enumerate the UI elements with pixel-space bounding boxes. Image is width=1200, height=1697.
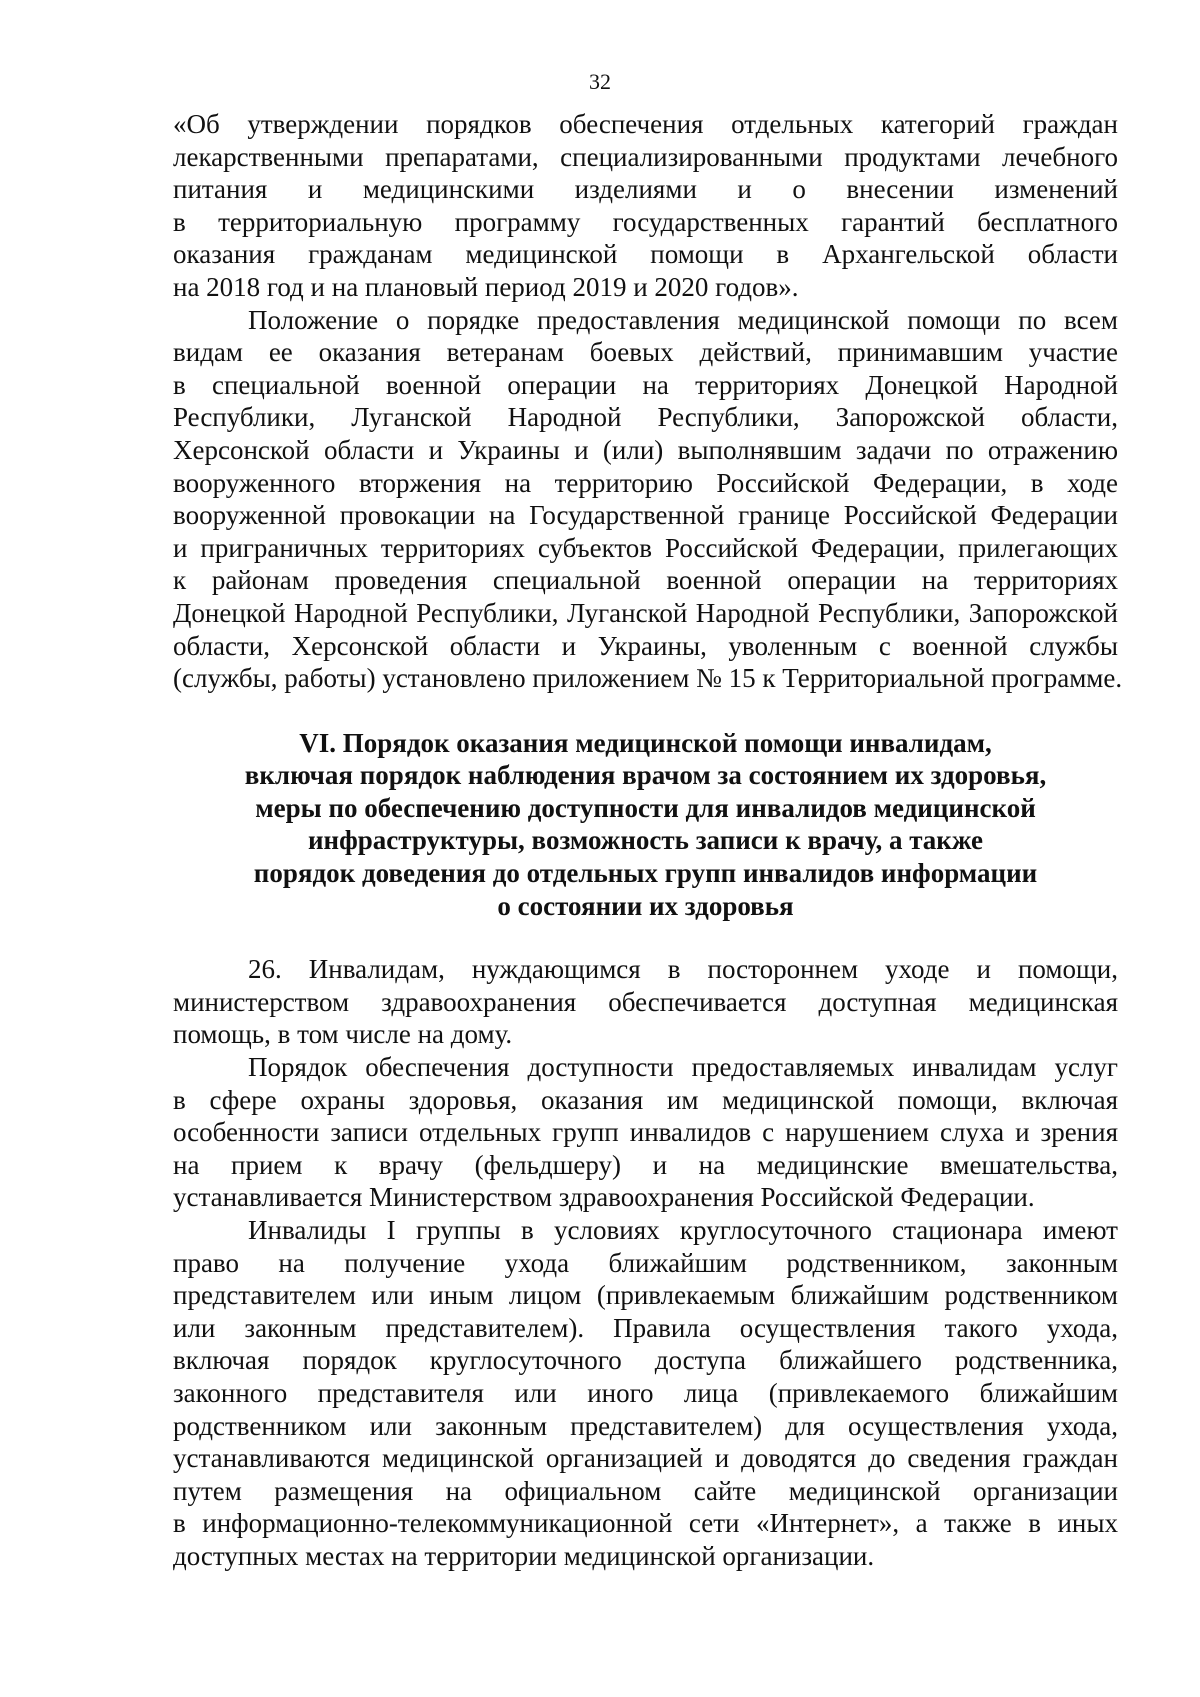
text-line: право на получение ухода ближайшим родственником, законным — [173, 1247, 1118, 1278]
section-heading — [173, 727, 1118, 923]
text-line: доступных местах на территории медицинской организации. — [173, 1540, 875, 1571]
heading-line: включая порядок наблюдения врачом за состоянием их здоровья, — [244, 760, 1047, 791]
text-line: к районам проведения специальной военной операции на территориях — [173, 565, 1118, 596]
text-line: на прием к врачу (фельдшеру) и на медицинские вмешательства, — [173, 1149, 1118, 1180]
paragraph — [173, 1214, 1118, 1573]
heading-line: порядок доведения до отдельных групп инвалидов информации — [253, 858, 1038, 889]
heading-line: о состоянии их здоровья — [497, 890, 794, 921]
paragraph — [173, 304, 1123, 695]
text-line: вооруженного вторжения на территорию Российской Федерации, в ходе — [173, 467, 1118, 498]
text-line: представителем или иным лицом (привлекаемым ближайшим родственником — [173, 1280, 1118, 1311]
text-line: и приграничных территориях субъектов Российской Федерации, прилегающих — [173, 532, 1118, 563]
text-line: «Об утверждении порядков обеспечения отдельных категорий граждан — [173, 109, 1118, 139]
text-line: (службы, работы) установлено приложением № 15 к Территориальной программе. — [173, 663, 1123, 694]
text-line: законного представителя или иного лица (привлекаемого ближайшим — [173, 1377, 1118, 1408]
text-line: оказания гражданам медицинской помощи в Архангельской области — [173, 239, 1118, 270]
text-line: Республики, Луганской Народной Республики, Запорожской области, — [173, 402, 1118, 433]
text-line: или законным представителем). Правила осуществления такого ухода, — [173, 1312, 1118, 1343]
text-line: Порядок обеспечения доступности предоставляемых инвалидам услуг — [248, 1052, 1118, 1083]
paragraph — [173, 108, 1118, 304]
text-line: на 2018 год и на плановый период 2019 и 2020 годов». — [173, 271, 799, 302]
heading-line: VI. Порядок оказания медицинской помощи инвалидам, — [299, 727, 992, 758]
text-line: в территориальную программу государственных гарантий бесплатного — [173, 206, 1118, 237]
text-line: в сфере охраны здоровья, оказания им медицинской помощи, включая — [173, 1084, 1118, 1115]
document-body — [173, 108, 1123, 1573]
text-line: видам ее оказания ветеранам боевых действий, принимавшим участие — [173, 337, 1118, 368]
text-line: Инвалиды I группы в условиях круглосуточного стационара имеют — [248, 1215, 1118, 1245]
text-line: в специальной военной операции на территориях Донецкой Народной — [173, 369, 1118, 400]
text-line: родственником или законным представителем) для осуществления ухода, — [173, 1410, 1118, 1441]
paragraphs-before-heading — [173, 108, 1123, 695]
text-line: вооруженной провокации на Государственной границе Российской Федерации — [173, 500, 1118, 531]
heading-line: меры по обеспечению доступности для инвалидов медицинской — [255, 792, 1036, 823]
text-line: в информационно-телекоммуникационной сети «Интернет», а также в иных — [173, 1508, 1118, 1539]
paragraphs-after-heading — [173, 953, 1118, 1572]
text-line: путем размещения на официальном сайте медицинской организации — [173, 1475, 1118, 1506]
text-line: 26. Инвалидам, нуждающимся в постороннем уходе и помощи, — [248, 954, 1118, 985]
paragraph — [173, 953, 1118, 1051]
text-line: питания и медицинскими изделиями и о внесении изменений — [173, 174, 1118, 205]
text-line: Херсонской области и Украины и (или) выполнявшим задачи по отражению — [173, 434, 1118, 465]
text-line: лекарственными препаратами, специализированными продуктами лечебного — [173, 141, 1118, 172]
text-line: особенности записи отдельных групп инвалидов с нарушением слуха и зрения — [173, 1117, 1118, 1148]
text-line: включая порядок круглосуточного доступа ближайшего родственника, — [173, 1345, 1118, 1376]
page-number: 32 — [589, 69, 611, 94]
text-line: министерством здравоохранения обеспечивается доступная медицинская — [173, 986, 1118, 1017]
heading-line: инфраструктуры, возможность записи к врачу, а также — [307, 825, 984, 856]
text-line: Донецкой Народной Республики, Луганской Народной Республики, Запорожской — [173, 597, 1118, 628]
text-line: устанавливается Министерством здравоохранения Российской Федерации. — [173, 1182, 1035, 1213]
text-line: устанавливаются медицинской организацией и доводятся до сведения граждан — [173, 1443, 1118, 1474]
text-line: Положение о порядке предоставления медицинской помощи по всем — [248, 304, 1118, 335]
text-line: области, Херсонской области и Украины, уволенным с военной службы — [173, 630, 1118, 661]
text-line: помощь, в том числе на дому. — [173, 1019, 513, 1050]
paragraph — [173, 1051, 1118, 1214]
